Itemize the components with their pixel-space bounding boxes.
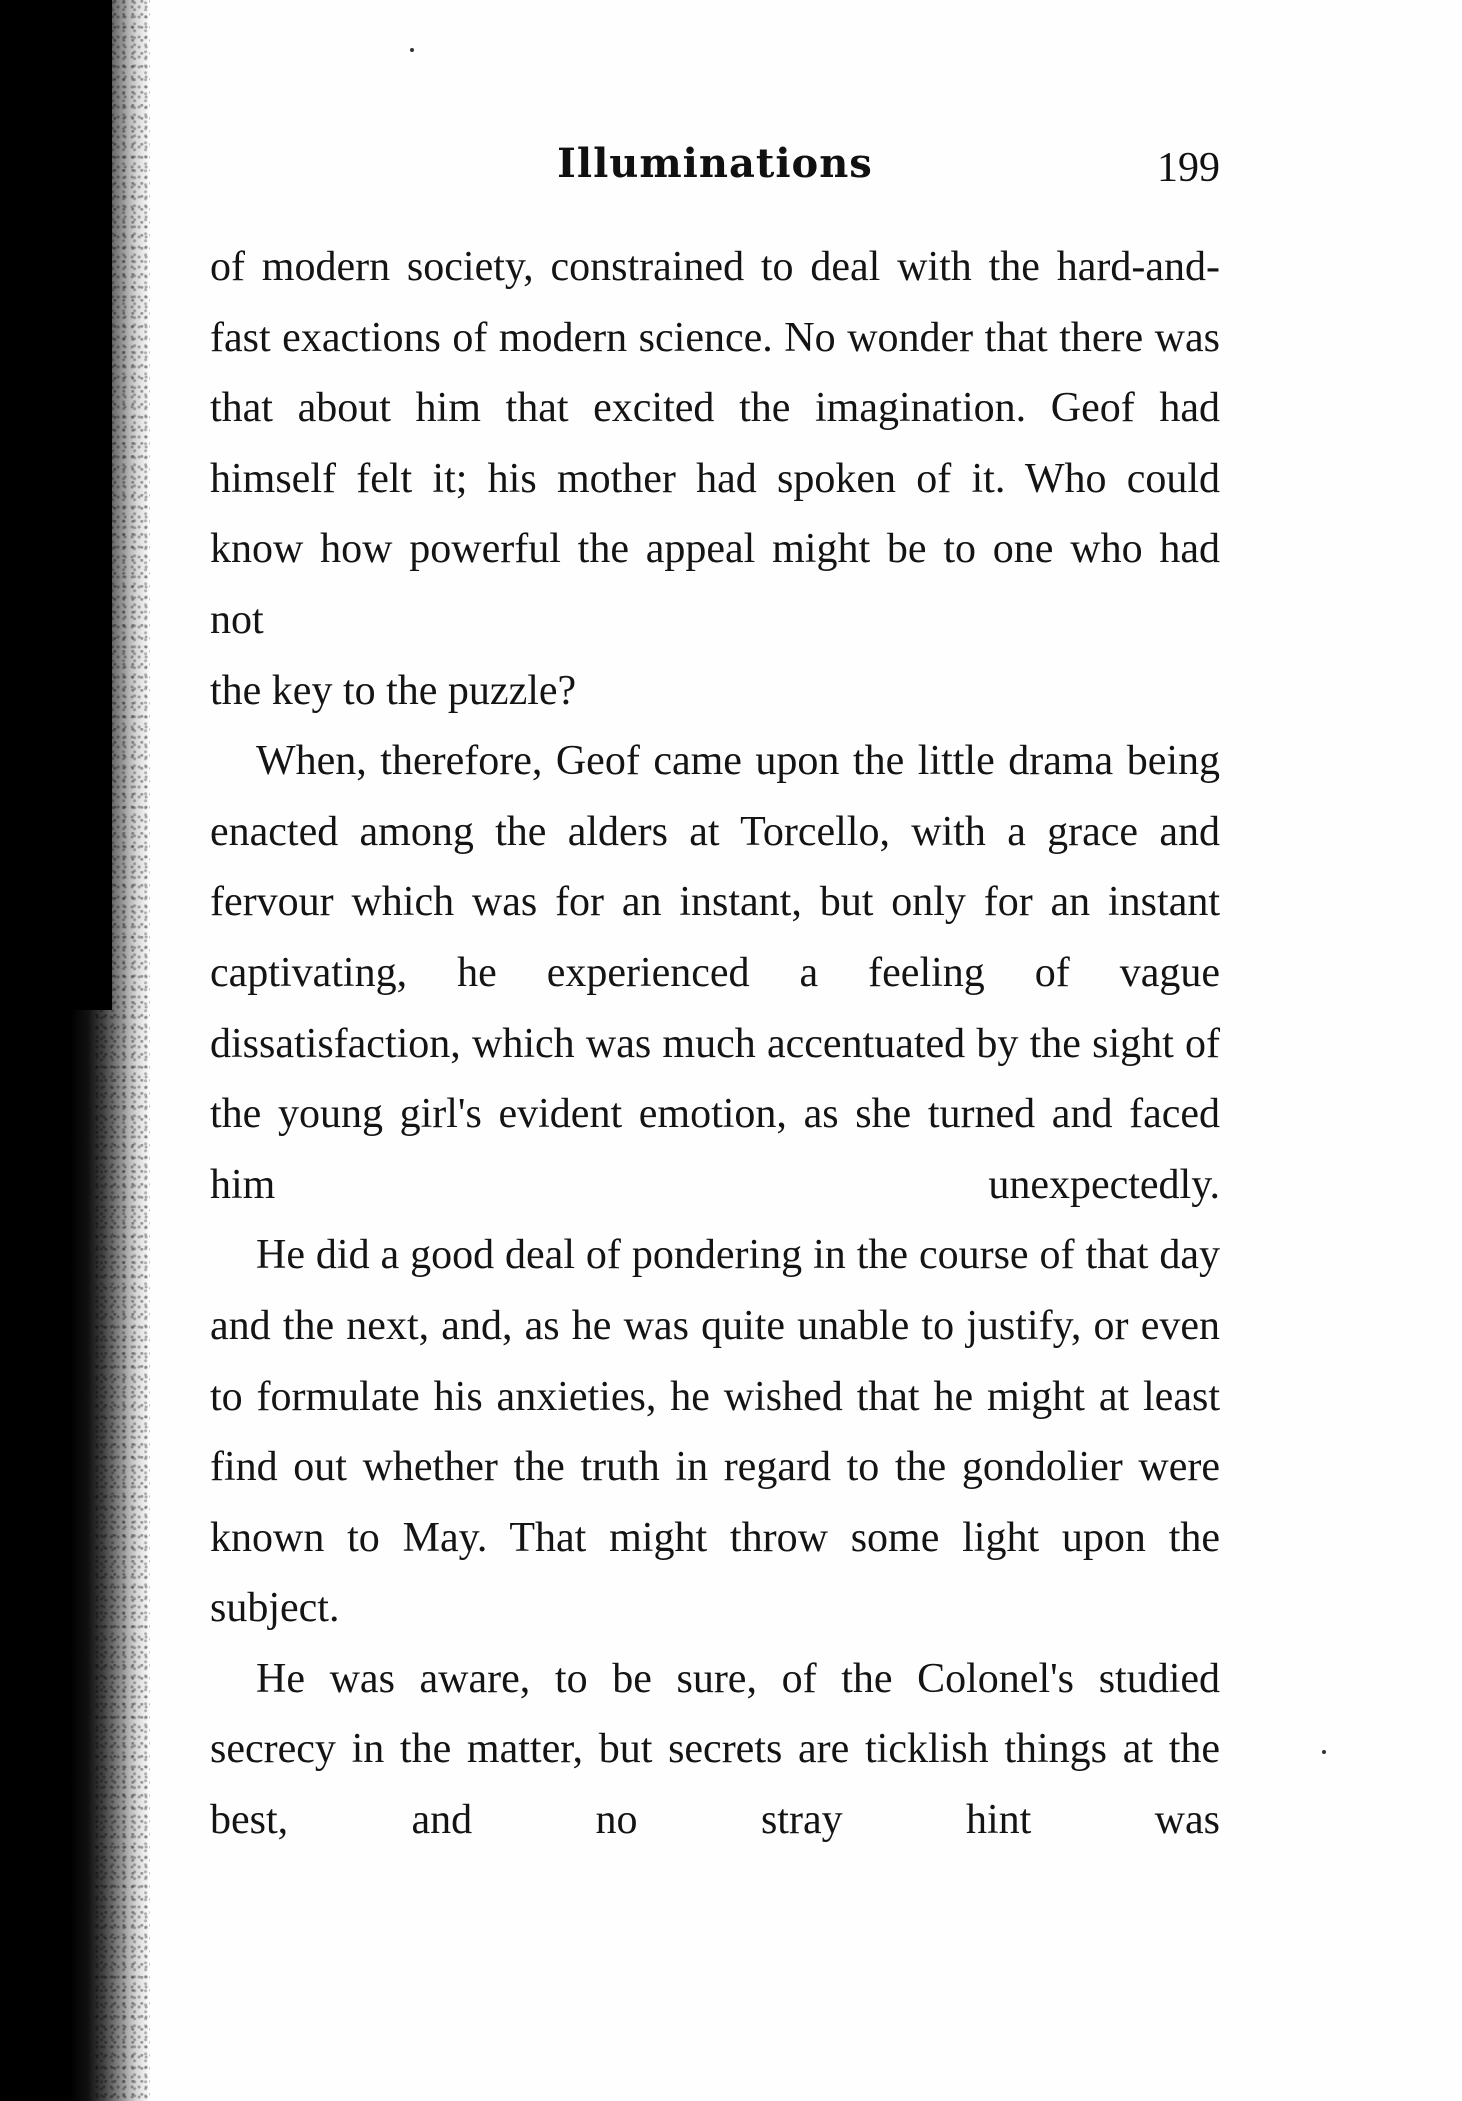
text-line: May. That might throw some light upon the — [402, 1514, 1221, 1561]
text-line: the truth in regard to the gondolier were known to — [210, 1444, 1221, 1561]
page-number: 199 — [1157, 145, 1220, 191]
text-line: of that day and the next, and, as he was quite — [210, 1232, 1221, 1349]
paragraph — [210, 1220, 1220, 1573]
body-text — [210, 232, 1220, 1856]
paragraph-end — [210, 1573, 1220, 1644]
text-line: a grace and fervour which was for an instant, but — [210, 808, 1220, 926]
page-header — [210, 140, 1220, 200]
text-line: wonder that there was that about him that excited — [210, 314, 1220, 432]
text-line: mother had spoken of it. Who could know how — [210, 455, 1221, 573]
text-line: When, therefore, Geof came upon the little drama — [256, 738, 1114, 785]
paragraph — [210, 1644, 1220, 1856]
text-line: accentuated by the sight of the young girl's evident — [210, 1020, 1221, 1138]
text-line: He was aware, to be sure, of the Colonel's — [256, 1655, 1075, 1702]
text-line: ticklish things at the best, and no stray hint was — [210, 1726, 1221, 1844]
text-line: studied secrecy in the matter, but secrets are — [210, 1655, 1221, 1773]
text-line: subject. — [210, 1585, 340, 1632]
scan-speck — [1322, 1750, 1326, 1754]
running-head: Illuminations — [557, 140, 873, 187]
scan-speck — [410, 48, 414, 52]
text-line: only for an instant captivating, he experienced a — [210, 879, 1221, 996]
paragraph — [210, 232, 1220, 656]
text-line: powerful the appeal might be to one who had not — [210, 526, 1221, 643]
binding-speckle — [95, 0, 150, 2101]
text-line: he wished that he might at least find out whether — [210, 1373, 1220, 1491]
text-line: unable to justify, or even to formulate his anxieties, — [210, 1302, 1220, 1420]
text-line: of modern society, constrained to deal with the — [210, 244, 1040, 290]
book-binding-edge — [0, 0, 150, 2101]
text-line: the key to the puzzle? — [210, 667, 577, 714]
text-line: feeling of vague dissatisfaction, which was much — [210, 949, 1221, 1067]
text-line: hard-and-fast exactions of modern science. No — [210, 244, 1221, 361]
paragraph — [210, 726, 1220, 1220]
text-line: He did a good deal of pondering in the course — [256, 1232, 1029, 1279]
text-line: being enacted among the alders at Torcello, with — [210, 738, 1221, 855]
text-line: emotion, as she turned and faced him unexpectedly. — [210, 1091, 1220, 1208]
paragraph-end — [210, 656, 1220, 727]
text-line: the imagination. Geof had himself felt it; his — [210, 385, 1221, 502]
